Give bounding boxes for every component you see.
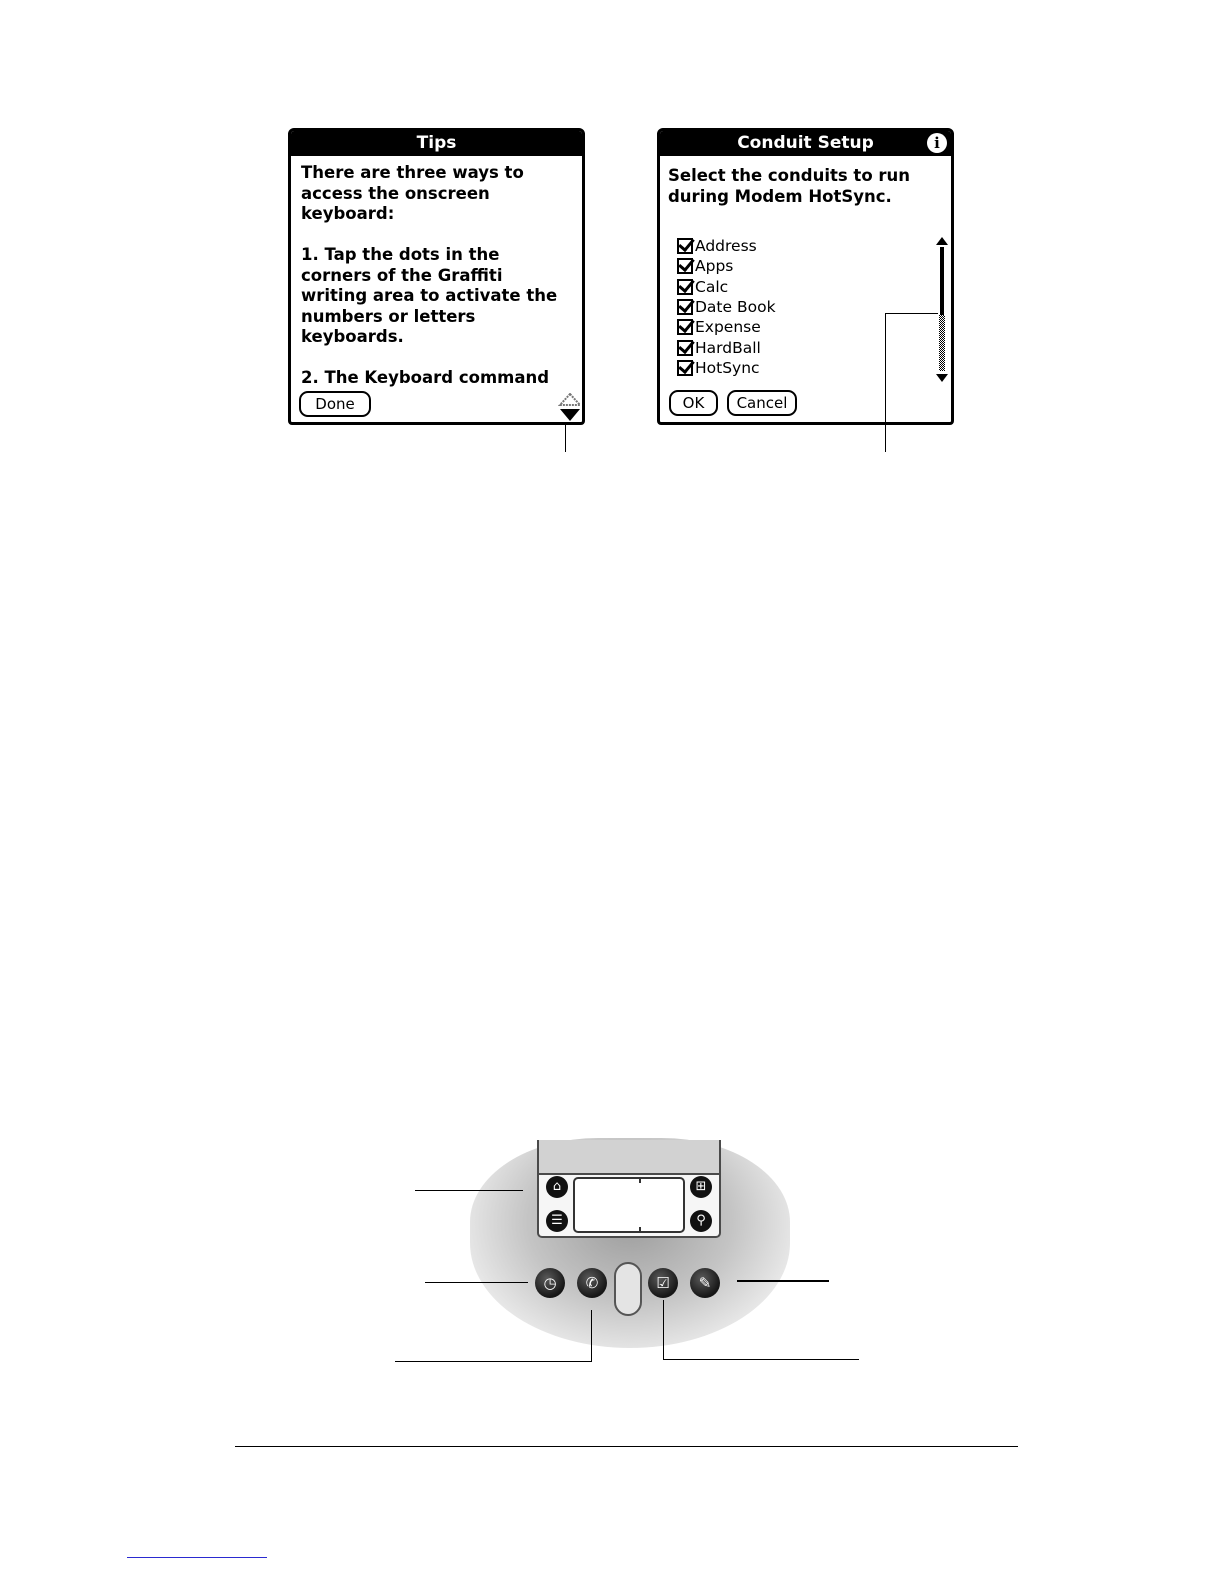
callout-line <box>737 1280 829 1282</box>
scroll-down-arrow-icon <box>560 409 580 421</box>
memo-button[interactable]: ✎ <box>690 1268 720 1298</box>
checkbox[interactable] <box>677 258 693 274</box>
tips-dialog <box>288 128 585 425</box>
conduit-label: HardBall <box>695 338 761 357</box>
footer-rule <box>235 1446 1018 1447</box>
divider-tick <box>639 1227 641 1231</box>
list-item[interactable] <box>677 277 776 297</box>
conduit-list <box>677 236 776 378</box>
divider-tick <box>639 1179 641 1183</box>
dialog-title: Tips <box>291 131 582 156</box>
callout-line <box>591 1310 592 1362</box>
scrollbar[interactable] <box>935 237 949 383</box>
list-item[interactable] <box>677 297 776 317</box>
scroll-arrows[interactable] <box>558 393 582 423</box>
dialog-title: Conduit Setup <box>660 131 951 156</box>
callout-line <box>885 313 886 452</box>
list-item[interactable] <box>677 317 776 337</box>
conduit-label: Date Book <box>695 298 776 317</box>
conduit-label: Address <box>695 237 757 256</box>
checkbox[interactable] <box>677 340 693 356</box>
callout-line <box>425 1282 528 1283</box>
tips-body-text: There are three ways to access the onscreen keyboard: 1. Tap the dots in the corners of the Graffiti writing area to activate the numbers or letters keyboards. 2. The Keyboard command <box>301 163 558 387</box>
scroll-button[interactable] <box>614 1262 642 1316</box>
checkbox[interactable] <box>677 360 693 376</box>
graffiti-writing-area[interactable] <box>573 1177 685 1233</box>
list-item[interactable] <box>677 337 776 357</box>
conduit-label: HotSync <box>695 358 760 377</box>
callout-line <box>885 313 938 314</box>
calculator-icon[interactable]: ⊞ <box>690 1176 712 1198</box>
callout-line <box>395 1361 592 1362</box>
footer-link-underline[interactable] <box>127 1557 267 1558</box>
conduit-label: Apps <box>695 257 734 276</box>
callout-line <box>415 1190 523 1191</box>
address-button[interactable]: ✆ <box>577 1268 607 1298</box>
checkbox[interactable] <box>677 279 693 295</box>
conduit-prompt: Select the conduits to run during Modem HotSync. <box>668 166 911 206</box>
checkbox[interactable] <box>677 319 693 335</box>
cancel-button[interactable]: Cancel <box>727 390 797 416</box>
list-item[interactable] <box>677 256 776 276</box>
menu-icon[interactable]: ☰ <box>546 1210 568 1232</box>
find-icon[interactable]: ⚲ <box>690 1210 712 1232</box>
list-item[interactable] <box>677 236 776 256</box>
list-item[interactable] <box>677 358 776 378</box>
conduit-label: Calc <box>695 277 729 296</box>
scroll-up-arrow-icon <box>936 237 948 245</box>
conduit-label: Expense <box>695 318 761 337</box>
to-do-button[interactable]: ☑ <box>648 1268 678 1298</box>
screen-edge <box>539 1140 719 1175</box>
scroll-down-arrow-icon <box>936 374 948 382</box>
info-icon[interactable]: i <box>927 133 947 153</box>
silkscreen-area <box>537 1140 721 1238</box>
conduit-setup-dialog <box>657 128 954 425</box>
callout-line <box>663 1359 859 1360</box>
checkbox[interactable] <box>677 238 693 254</box>
scrollbar-thumb <box>940 247 944 315</box>
ok-button[interactable]: OK <box>669 390 718 416</box>
callout-line <box>663 1300 664 1360</box>
home-icon[interactable]: ⌂ <box>546 1176 568 1198</box>
done-button[interactable]: Done <box>299 391 371 417</box>
checkbox[interactable] <box>677 299 693 315</box>
scroll-up-arrow-icon <box>560 394 580 405</box>
callout-line <box>565 425 566 452</box>
date-book-button[interactable]: ◷ <box>535 1268 565 1298</box>
scrollbar-track <box>939 315 945 371</box>
